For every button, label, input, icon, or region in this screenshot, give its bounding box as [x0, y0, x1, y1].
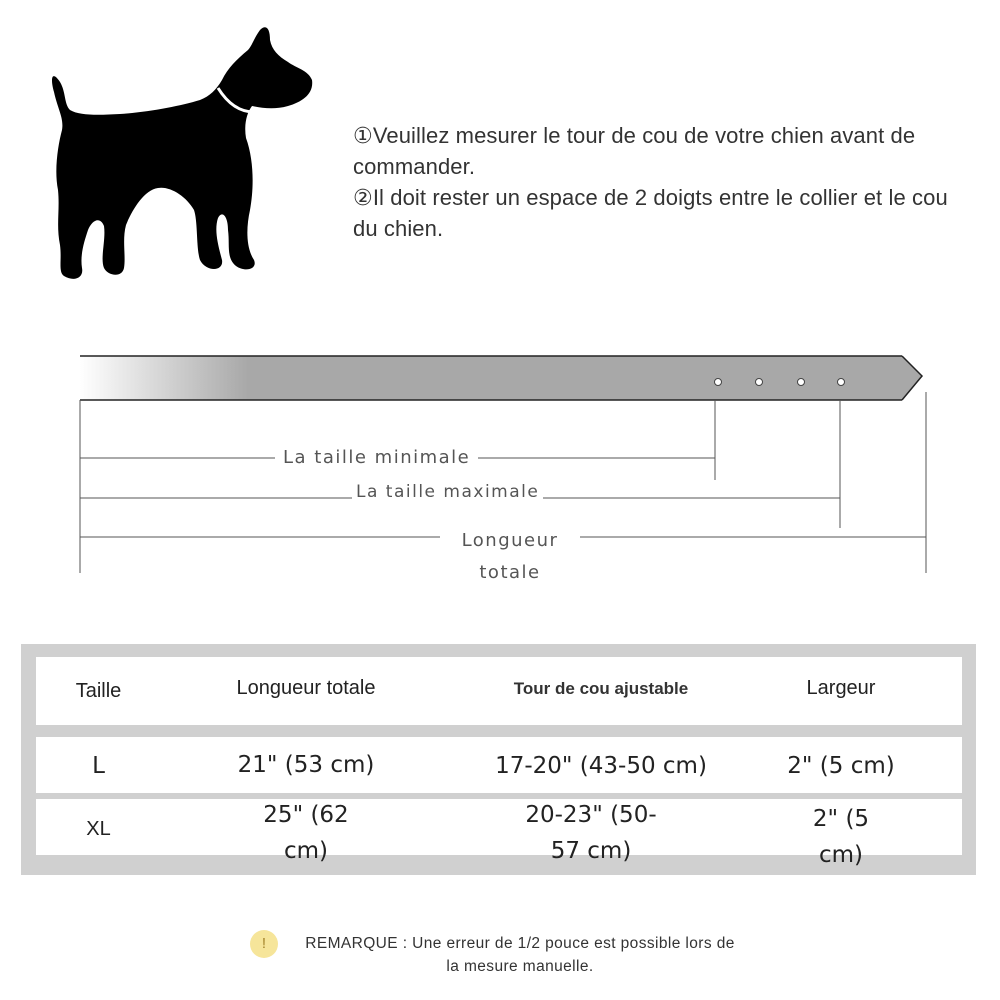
min-size-label: La taille minimale [275, 447, 478, 468]
header-length: Longueur totale [236, 677, 376, 699]
table-row [36, 799, 962, 868]
table-header-row [36, 657, 962, 725]
remark-note: REMARQUE : Une erreur de 1/2 pouce est possible lors de la mesure manuelle. [305, 935, 735, 975]
belt-hole [715, 379, 722, 386]
belt-strap [80, 356, 922, 400]
header-size: Taille [75, 680, 122, 702]
max-size-label: La taille maximale [352, 482, 543, 502]
cell-neck: 20-23" (50-57 cm) [525, 802, 657, 864]
cell-length: 21" (53 cm) [237, 752, 375, 778]
cell-size: XL [86, 818, 111, 840]
dog-silhouette-icon [40, 20, 330, 290]
cell-neck: 17-20" (43-50 cm) [495, 753, 707, 779]
header-width: Largeur [806, 677, 876, 699]
belt-hole [756, 379, 763, 386]
cell-length: 25" (62 cm) [263, 802, 349, 864]
cell-size: L [92, 753, 105, 779]
cell-width: 2" (5 cm) [812, 806, 870, 868]
table-row [36, 737, 962, 793]
instruction-1: ①Veuillez mesurer le tour de cou de votre chien avant de commander. [353, 123, 916, 179]
instruction-2: ②Il doit rester un espace de 2 doigts entre le collier et le cou du chien. [353, 185, 948, 241]
header-neck: Tour de cou ajustable [513, 679, 689, 698]
belt-hole [838, 379, 845, 386]
instructions [353, 120, 973, 244]
size-table [21, 644, 976, 875]
total-length-label: Longueur totale [440, 525, 580, 589]
cell-width: 2" (5 cm) [787, 753, 895, 779]
warning-icon: ! [250, 930, 278, 958]
belt-hole [798, 379, 805, 386]
